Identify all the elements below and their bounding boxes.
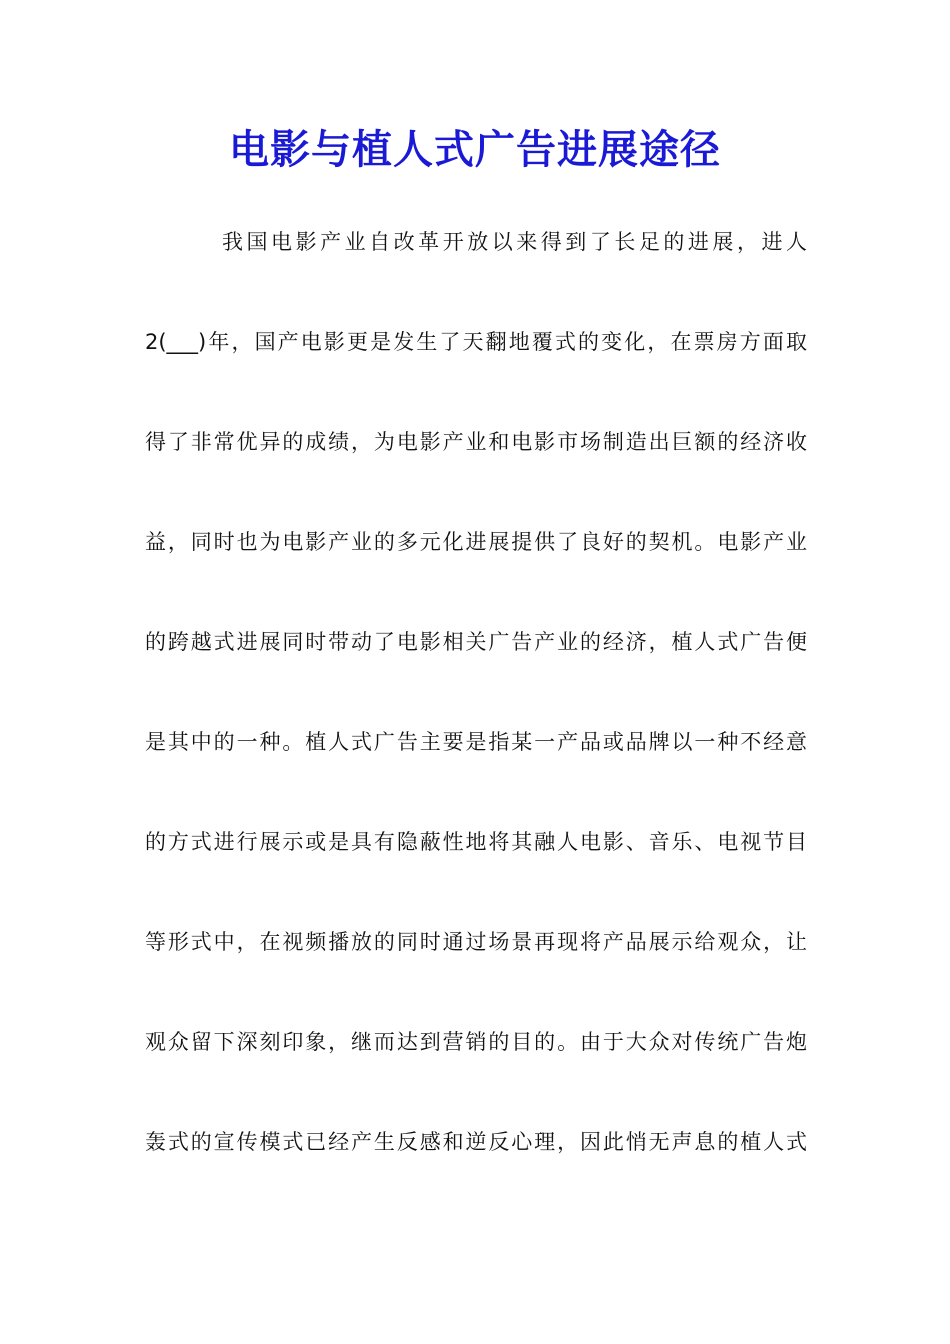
paragraph-line-6: 是其中的一种。植人式广告主要是指某一产品或品牌以一种不经意 [145,730,807,754]
paragraph-line-7: 的方式进行展示或是具有隐蔽性地将其融人电影、音乐、电视节目 [145,830,807,854]
paragraph-line-1: 我国电影产业自改革开放以来得到了长足的进展，进人 [222,230,807,254]
document-title: 电影与植人式广告进展途径 [229,126,721,173]
paragraph-line-4: 益，同时也为电影产业的多元化进展提供了良好的契机。电影产业 [145,530,807,554]
paragraph-line-8: 等形式中，在视频播放的同时通过场景再现将产品展示给观众，让 [145,930,807,954]
paragraph-line-2: 2(___)年，国产电影更是发生了天翻地覆式的变化，在票房方面取 [145,330,807,354]
paragraph-line-9: 观众留下深刻印象，继而达到营销的目的。由于大众对传统广告炮 [145,1030,807,1054]
paragraph-line-3: 得了非常优异的成绩，为电影产业和电影市场制造出巨额的经济收 [145,430,807,454]
paragraph-line-5: 的跨越式进展同时带动了电影相关广告产业的经济，植人式广告便 [145,630,807,654]
paragraph-line-10: 轰式的宣传模式已经产生反感和逆反心理，因此悄无声息的植人式 [145,1130,807,1154]
